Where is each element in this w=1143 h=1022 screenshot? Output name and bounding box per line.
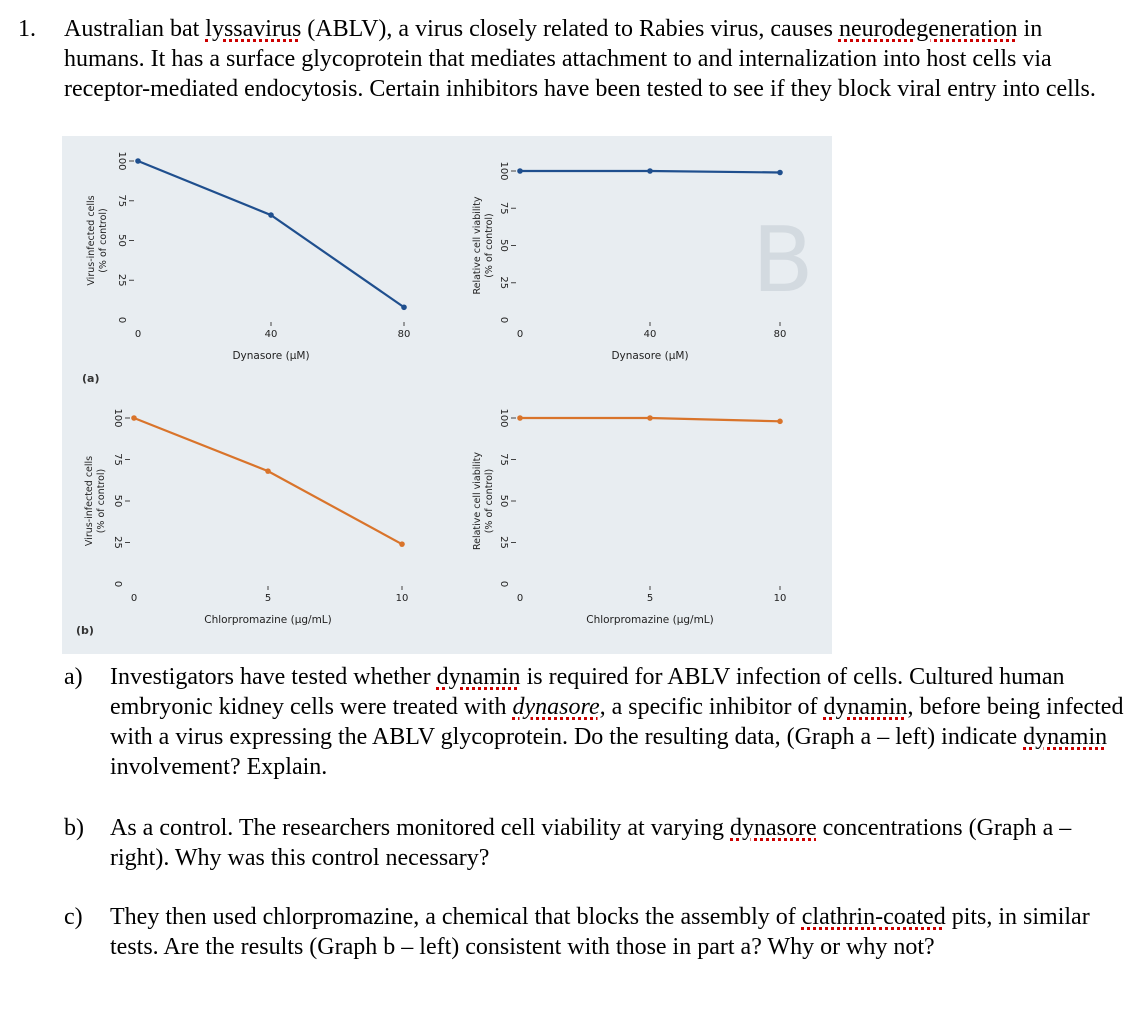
sub-text: is required for ABLV infection of cells. Cultured human embryonic kidney cells were treated with xyxy=(110,664,1065,720)
subquestion-a xyxy=(64,662,1129,782)
subquestion-c xyxy=(64,902,1129,997)
x-tick-label: 0 xyxy=(130,593,138,604)
sub-text: before being infected with a virus expressing the ABLV glycoprotein. Do the resulting data, (Graph a – left) indicate xyxy=(110,694,1124,750)
sub-text: involvement? Explain. xyxy=(110,754,328,780)
subquestion-label: b) xyxy=(64,815,84,841)
y-tick-label: 50 xyxy=(498,239,509,252)
data-point xyxy=(399,541,405,547)
series-line xyxy=(134,418,402,544)
figure-photo xyxy=(62,136,832,654)
data-point xyxy=(131,415,137,421)
y-tick-label: 50 xyxy=(116,234,127,247)
subquestion-label: c) xyxy=(64,904,83,930)
y-tick-label: 75 xyxy=(116,194,127,208)
subquestion-b xyxy=(64,813,1129,875)
spellcheck-word: dynamin xyxy=(1023,724,1108,750)
x-tick-label: 40 xyxy=(264,329,278,340)
data-point xyxy=(647,415,653,421)
x-tick-label: 10 xyxy=(395,593,409,604)
x-tick-label: 10 xyxy=(773,593,787,604)
y-axis-title: Virus-infected cells xyxy=(86,195,97,286)
y-axis-title: (% of control) xyxy=(96,468,107,534)
y-axis-title: (% of control) xyxy=(98,208,109,273)
intro-text: in humans. It has a surface glycoprotein that mediates attachment to and internalization into host cells via receptor-mediated endocytosis. Certain inhibitors have been tested to see if they block viral entry into cells. xyxy=(64,16,1096,102)
y-tick-label: 0 xyxy=(116,316,127,324)
spellcheck-word: dynamin, xyxy=(823,694,914,720)
spellcheck-word: dynasore xyxy=(730,815,817,841)
x-tick-label: 5 xyxy=(646,593,654,604)
y-tick-label: 0 xyxy=(498,316,509,324)
data-point xyxy=(517,415,523,421)
spellcheck-word: dynasore, xyxy=(512,694,606,720)
y-axis-title: Relative cell viability xyxy=(472,196,483,295)
x-tick-label: 0 xyxy=(134,329,142,340)
subquestion-label: a) xyxy=(64,664,83,690)
y-tick-label: 75 xyxy=(498,201,509,215)
figure-charts xyxy=(62,136,832,654)
x-tick-label: 80 xyxy=(397,329,411,340)
spellcheck-word: neurodegeneration xyxy=(838,16,1018,42)
intro-text: (ABLV), a virus closely related to Rabies virus, causes xyxy=(301,16,839,42)
data-point xyxy=(135,158,141,164)
data-point xyxy=(777,170,783,176)
sub-text: As a control. The researchers monitored cell viability at varying xyxy=(110,815,731,841)
y-tick-label: 75 xyxy=(112,453,123,466)
y-tick-label: 50 xyxy=(498,494,509,508)
y-axis-title: Virus-infected cells xyxy=(84,455,95,547)
spellcheck-word: lyssavirus xyxy=(205,16,302,42)
y-axis-title: (% of control) xyxy=(484,468,495,534)
data-point xyxy=(647,168,653,174)
data-point xyxy=(517,168,523,174)
panel-b-label: (b) xyxy=(76,624,94,637)
y-tick-label: 0 xyxy=(112,580,123,588)
y-tick-label: 25 xyxy=(116,273,127,287)
x-axis-title: Chlorpromazine (μg/mL) xyxy=(204,614,332,626)
spellcheck-word: dynamin xyxy=(436,664,521,690)
x-axis-title: Dynasore (μM) xyxy=(232,350,310,362)
intro-text: Australian bat xyxy=(64,16,206,42)
data-point xyxy=(777,419,783,425)
panel-a-label: (a) xyxy=(82,372,100,385)
watermark-logo: B xyxy=(752,208,814,313)
x-tick-label: 5 xyxy=(264,593,272,604)
series-line xyxy=(138,161,404,307)
y-tick-label: 100 xyxy=(116,151,127,171)
x-tick-label: 0 xyxy=(516,329,524,340)
y-tick-label: 100 xyxy=(112,408,123,428)
y-tick-label: 75 xyxy=(498,453,509,466)
question-number: 1. xyxy=(18,16,36,42)
y-tick-label: 25 xyxy=(498,536,509,549)
sub-text: They then used chlorpromazine, a chemical that blocks the assembly of xyxy=(110,904,802,930)
y-tick-label: 100 xyxy=(498,161,509,181)
y-tick-label: 0 xyxy=(498,580,509,588)
data-point xyxy=(265,468,271,474)
x-axis-title: Chlorpromazine (μg/mL) xyxy=(586,614,714,626)
sub-text: concentrations (Graph a – right). Why was this control necessary? xyxy=(110,815,1072,871)
y-tick-label: 25 xyxy=(112,536,123,549)
y-axis-title: (% of control) xyxy=(484,213,495,278)
subquestion-text xyxy=(110,902,1122,962)
x-tick-label: 0 xyxy=(516,593,524,604)
data-point xyxy=(268,212,274,218)
y-tick-label: 100 xyxy=(498,408,509,428)
y-axis-title: Relative cell viability xyxy=(472,451,483,551)
question-intro xyxy=(64,14,1124,104)
x-tick-label: 80 xyxy=(773,329,787,340)
sub-text: a specific inhibitor of xyxy=(605,694,824,720)
sub-text: Investigators have tested whether xyxy=(110,664,437,690)
sub-text: pits, in similar tests. Are the results (Graph b – left) consistent with those in part a? Why or why not? xyxy=(110,904,1090,960)
x-axis-title: Dynasore (μM) xyxy=(611,350,689,362)
subquestion-text xyxy=(110,662,1125,782)
y-tick-label: 25 xyxy=(498,276,509,290)
x-tick-label: 40 xyxy=(643,329,657,340)
y-tick-label: 50 xyxy=(112,494,123,508)
subquestion-text xyxy=(110,813,1100,873)
data-point xyxy=(401,304,407,310)
spellcheck-word: clathrin-coated xyxy=(801,904,946,930)
